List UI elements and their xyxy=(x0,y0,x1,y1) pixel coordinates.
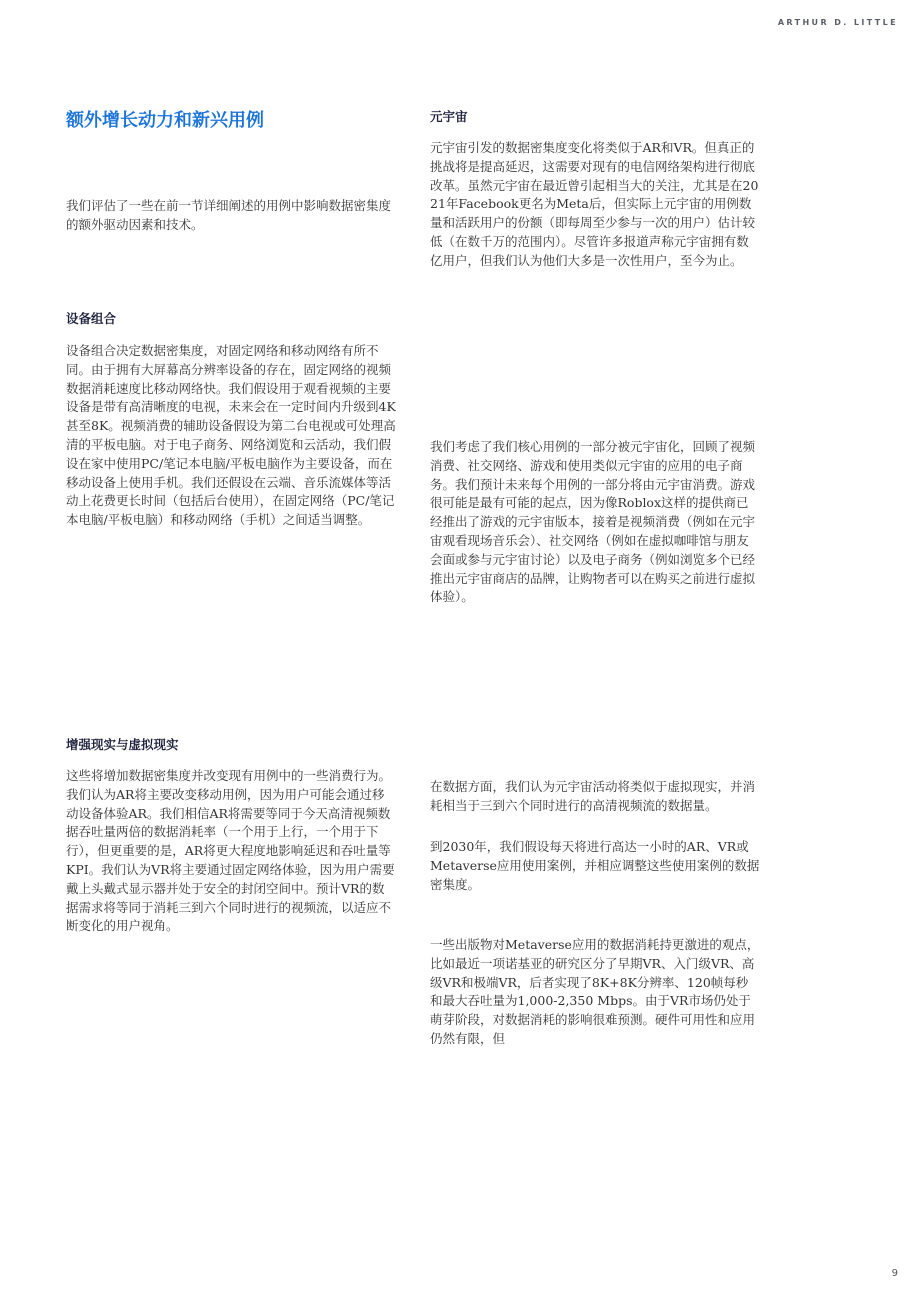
arvr-heading: 增强现实与虚拟现实 xyxy=(66,737,179,752)
metaverse-paragraph-2: 我们考虑了我们核心用例的一部分被元宇宙化，回顾了视频消费、社交网络、游戏和使用类似元宇宙的应用的电子商务。我们预计未来每个用例的一部分将由元宇宙消费。游戏很可能是最有可能的起点，因为像Roblox这样的提供商已经推出了游戏的元宇宙版本，接着是视频消费（例如在元宇宙观看现场音乐会）、社交网络（例如在虚拟咖啡馆与朋友会面或参与元宇宙讨论）以及电子商务（例如浏览多个已经推出元宇宙商店的品牌，让购物者可以在购买之前进行虚拟体验）。 xyxy=(430,439,756,605)
device-mix-heading: 设备组合 xyxy=(66,311,117,326)
arvr-paragraph: 这些将增加数据密集度并改变现有用例中的一些消费行为。我们认为AR将主要改变移动用例，因为用户可能会通过移动设备体验AR。我们相信AR将需要等同于今天高清视频数据吞吐量两倍的数据消耗率（一个用于上行，一个用于下行），但更重要的是，AR将更大程度地影响延迟和吞吐量等KPI。我们认为VR将主要通过固定网络体验，因为用户需要戴上头戴式显示器并处于安全的封闭空间中。预计VR的数据需求将等同于消耗三到六个同时进行的视频流，以适应不断变化的用户视角。 xyxy=(66,768,395,934)
page-title: 额外增长动力和新兴用例 xyxy=(66,110,264,131)
metaverse-paragraph-3: 在数据方面，我们认为元宇宙活动将类似于虚拟现实，并消耗相当于三到六个同时进行的高清视频流的数据量。 xyxy=(430,779,756,813)
metaverse-paragraph-5: 一些出版物对Metaverse应用的数据消耗持更激进的观点，比如最近一项诺基亚的研究区分了早期VR、入门级VR、高级VR和极端VR，后者实现了8K+8K分辨率、120帧每秒和最大吞吐量为1,000-2,350 Mbps。由于VR市场仍处于萌芽阶段，对数据消耗的影响很难预测。硬件可用性和应用仍然有限，但 xyxy=(430,937,760,1046)
page-number: 9 xyxy=(891,1268,898,1279)
metaverse-paragraph-1: 元宇宙引发的数据密集度变化将类似于AR和VR。但真正的挑战将是提高延迟，这需要对现有的电信网络架构进行彻底改革。虽然元宇宙在最近曾引起相当大的关注，尤其是在2021年Facebook更名为Meta后，但实际上元宇宙的用例数量和活跃用户的份额（即每周至少参与一次的用户）估计较低（在数千万的范围内）。尽管许多报道声称元宇宙拥有数亿用户，但我们认为他们大多是一次性用户，至今为止。 xyxy=(430,140,759,268)
metaverse-heading: 元宇宙 xyxy=(430,109,468,124)
metaverse-paragraph-4: 到2030年，我们假设每天将进行高达一小时的AR、VR或Metaverse应用使用案例，并相应调整这些使用案例的数据密集度。 xyxy=(430,839,760,892)
device-mix-paragraph: 设备组合决定数据密集度，对固定网络和移动网络有所不同。由于拥有大屏幕高分辨率设备的存在，固定网络的视频数据消耗速度比移动网络快。我们假设用于观看视频的主要设备是带有高清晰度的电视，未来会在一定时间内升级到4K甚至8K。视频消费的辅助设备假设为第二台电视或可处理高清的平板电脑。对于电子商务、网络浏览和云活动，我们假设在家中使用PC/笔记本电脑/平板电脑作为主要设备，而在移动设备上使用手机。我们还假设在云端、音乐流媒体等活动上花费更长时间（包括后台使用），在固定网络（PC/笔记本电脑/平板电脑）和移动网络（手机）之间适当调整。 xyxy=(66,343,396,528)
intro-paragraph: 我们评估了一些在前一节详细阐述的用例中影响数据密集度的额外驱动因素和技术。 xyxy=(66,198,392,232)
brand-wordmark: ARTHUR D. LITTLE xyxy=(777,18,898,27)
